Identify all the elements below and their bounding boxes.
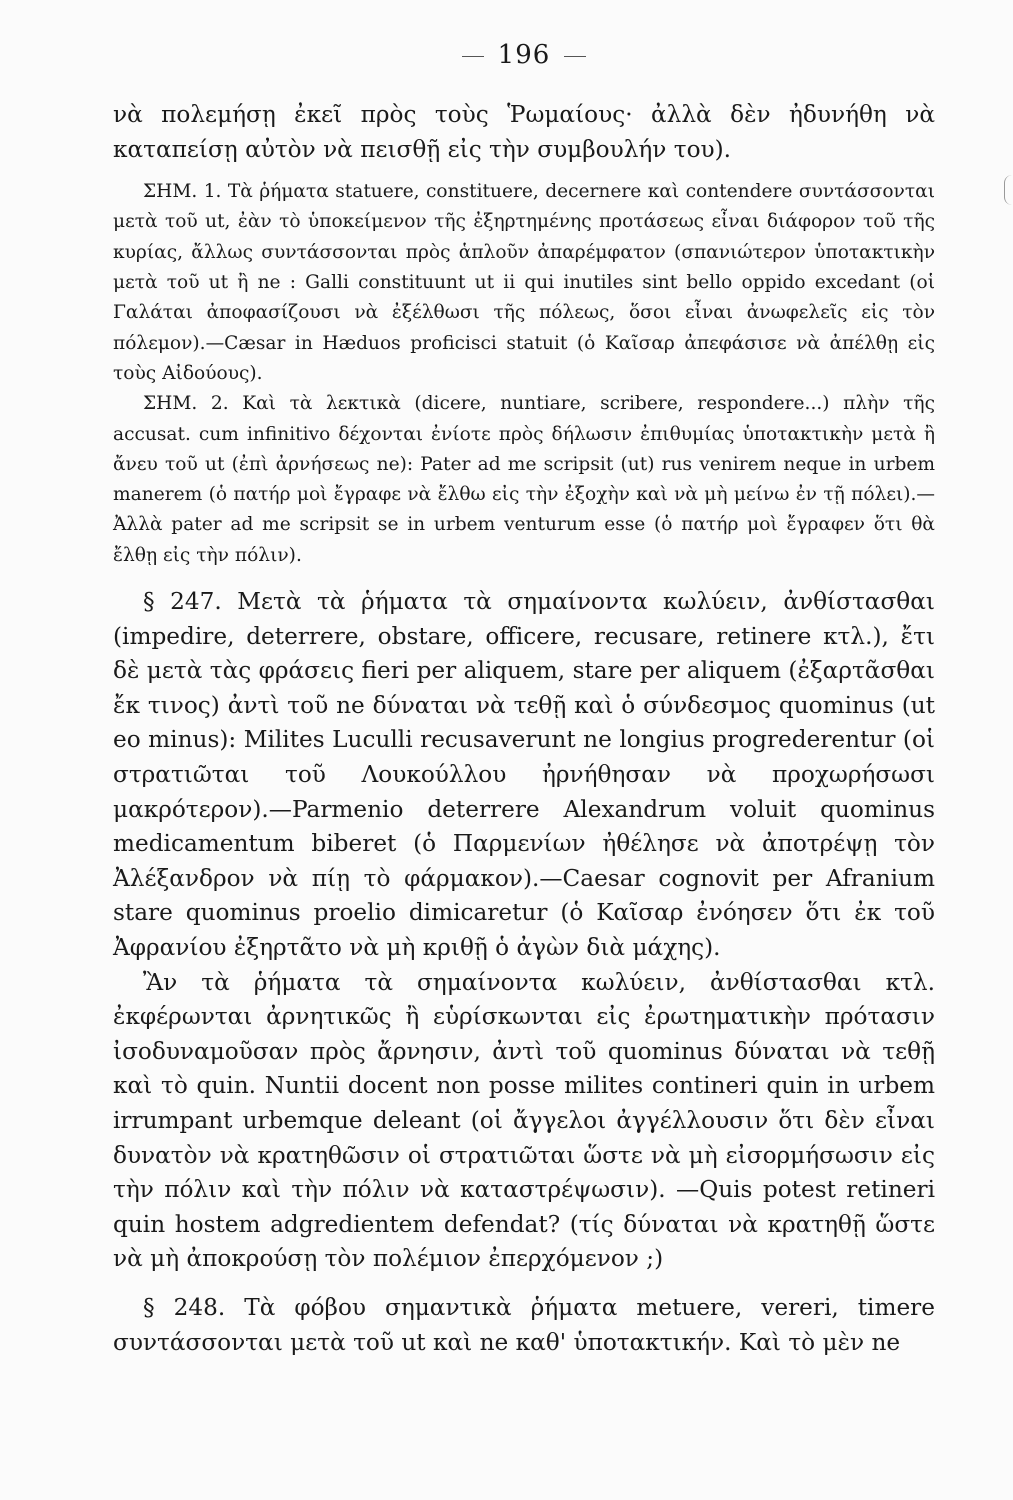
section-248: § 248. Τὰ φόβου σημαντικὰ ῥήματα metuere, vereri, timere συντάσσονται μετὰ τοῦ ut καὶ ne καθ' ὑποτακτικήν. Καὶ τὸ μὲν ne [113,1293,935,1356]
page-edge-mark [1004,175,1013,205]
note-2: ΣΗΜ. 2. Καὶ τὰ λεκτικὰ (dicere, nuntiare, scribere, respondere...) πλὴν τῆς accusat. cum infinitivo δέχονται ἐνίοτε πρὸς δήλωσιν ἐπιθυμίας ὑποτακτικὴν μετὰ ἢ ἄνευ τοῦ ut (ἐπὶ ἀρνήσεως ne): Pater ad me scripsit (ut) rus venirem neque in urbem manerem (ὁ πατήρ μοὶ ἔγραφε νὰ ἔλθω εἰς τὴν ἐξοχὴν καὶ νὰ μὴ μείνω ἐν τῇ πόλει).—Ἀλλὰ pater ad me scripsit se in urbem venturum esse (ὁ πατήρ μοὶ ἔγραφεν ὅτι θὰ ἔλθῃ εἰς τὴν πόλιν). [113,393,935,566]
page-number-value: 196 [497,40,551,70]
paragraph-continuation: νὰ πολεμήσῃ ἐκεῖ πρὸς τοὺς Ῥωμαίους· ἀλλὰ δὲν ἠδυνήθη νὰ καταπείσῃ αὐτὸν νὰ πεισθῇ εἰς τὴν συμβουλήν του). [113,101,935,163]
right-dash [564,56,586,57]
section-247: § 247. Μετὰ τὰ ῥήματα τὰ σημαίνοντα κωλύειν, ἀνθίστασθαι (impedire, deterrere, obstare, officere, recusare, retinere κτλ.), ἔτι δὲ μετὰ τὰς φράσεις fieri per aliquem, stare per aliquem (ἐξαρτᾶσθαι ἔκ τινος) ἀντὶ τοῦ ne δύναται νὰ τεθῇ καὶ ὁ σύνδεσμος quominus (ut eo minus): Milites Luculli recusaverunt ne longius progrederentur (οἱ στρατιῶται τοῦ Λουκούλλου ἠρνήθησαν νὰ προχωρήσωσι μακρότερον).—Parmenio deterrere Alexandrum voluit quominus medicamentum biberet (ὁ Παρμενίων ἠθέλησε νὰ ἀποτρέψῃ τὸν Ἀλέξανδρον νὰ πίῃ τὸ φάρμακον).—Caesar cognovit per Afranium stare quominus proelio dimicaretur (ὁ Καῖσαρ ἐνόησεν ὅτι ἐκ τοῦ Ἀφρανίου ἐξηρτᾶτο νὰ μὴ κριθῇ ὁ ἀγὼν διὰ μάχης). [113,588,935,961]
paragraph-quin: Ἂν τὰ ῥήματα τὰ σημαίνοντα κωλύειν, ἀνθίστασθαι κτλ. ἐκφέρωνται ἀρνητικῶς ἢ εὑρίσκωνται εἰς ἐρωτηματικὴν πρότασιν ἰσοδυναμοῦσαν πρὸς ἄρνησιν, ἀντὶ τοῦ quominus δύναται νὰ τεθῇ καὶ τὸ quin. Nuntii docent non posse milites contineri quin in urbem irrumpant urbemque deleant (οἱ ἄγγελοι ἀγγέλλουσιν ὅτι δὲν εἶναι δυνατὸν νὰ κρατηθῶσιν οἱ στρατιῶται ὥστε νὰ μὴ εἰσορμήσωσιν εἰς τὴν πόλιν καὶ τὴν πόλιν νὰ καταστρέψωσιν). —Quis potest retineri quin hostem adgredientem defendat? (τίς δύναται νὰ κρατηθῇ ὥστε νὰ μὴ ἀποκρούσῃ τὸν πολέμιον ἐπερχόμενον ;) [113,968,935,1273]
left-dash [462,56,484,57]
note-1: ΣΗΜ. 1. Τὰ ῥήματα statuere, constituere, decernere καὶ contendere συντάσσονται μετὰ τοῦ ut, ἐὰν τὸ ὑποκείμενον τῆς ἐξηρτημένης προτάσεως εἶναι διάφορον τοῦ τῆς κυρίας, ἄλλως συντάσσονται πρὸς ἁπλοῦν ἀπαρέμφατον (σπανιώτερον ὑποτακτικὴν μετὰ τοῦ ut ἢ ne : Galli constituunt ut ii qui inutiles sint bello oppido excedant (οἱ Γαλάται ἀποφασίζουσι νὰ ἐξέλθωσι τῆς πόλεως, ὅσοι εἶναι ἀνωφελεῖς εἰς τὸν πόλεμον).—Cæsar in Hæduos proficisci statuit (ὁ Καῖσαρ ἀπεφάσισε νὰ ἀπέλθῃ εἰς τοὺς Αἰδούους). [113,181,935,384]
book-page [113,40,935,1360]
page-number [113,40,935,70]
